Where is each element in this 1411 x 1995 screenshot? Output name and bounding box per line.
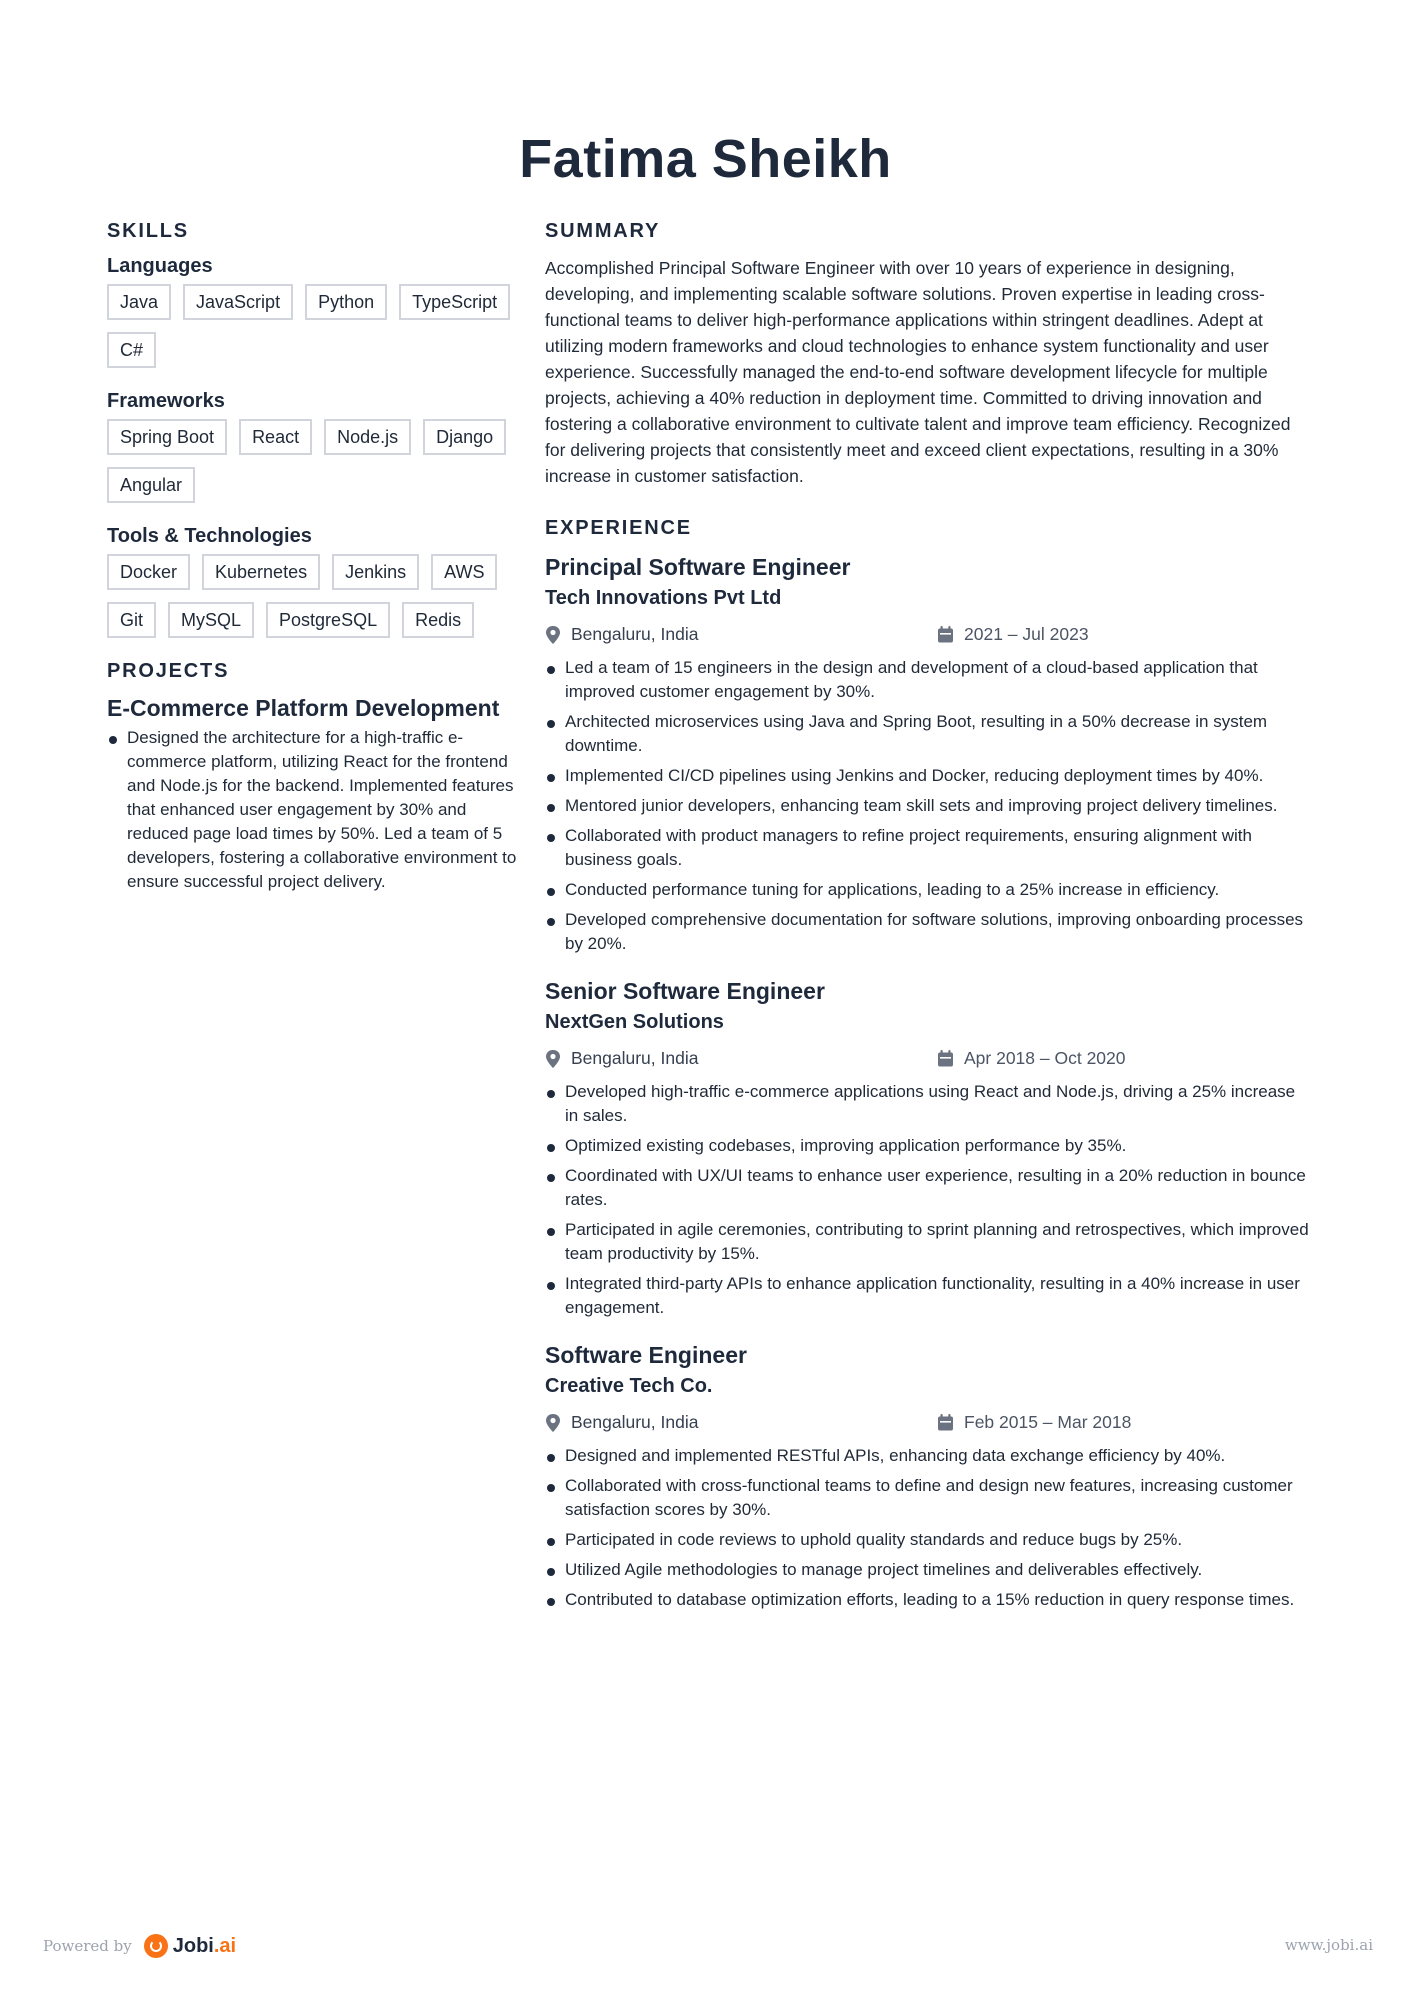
calendar-icon xyxy=(937,626,954,643)
job-bullet-item: Conducted performance tuning for applications, leading to a 25% increase in efficiency. xyxy=(545,878,1310,902)
job-location xyxy=(545,1412,698,1433)
job-meta xyxy=(545,620,1310,650)
location-pin-icon xyxy=(545,1050,561,1068)
job-bullet-item: Mentored junior developers, enhancing team skill sets and improving project delivery timelines. xyxy=(545,794,1310,818)
job-location-text: Bengaluru, India xyxy=(571,1412,699,1432)
job-bullets xyxy=(545,1444,1310,1612)
skills-groups xyxy=(107,255,517,638)
skill-tag: Angular xyxy=(107,467,195,503)
job-location-text: Bengaluru, India xyxy=(571,1048,699,1068)
location-pin-icon xyxy=(545,1414,561,1432)
experience-heading: EXPERIENCE xyxy=(545,517,692,539)
projects-list xyxy=(107,695,517,894)
job-bullet-item: Optimized existing codebases, improving application performance by 35%. xyxy=(545,1134,1310,1158)
powered-by-footer xyxy=(43,1934,236,1958)
skill-group-title: Tools & Technologies xyxy=(107,525,312,547)
left-column xyxy=(107,220,517,900)
right-column xyxy=(545,220,1310,1634)
skill-tag: MySQL xyxy=(168,602,254,638)
calendar-icon xyxy=(937,1414,954,1431)
job-company: Creative Tech Co. xyxy=(545,1375,713,1397)
job-bullet-item: Coordinated with UX/UI teams to enhance user experience, resulting in a 20% reduction in bounce rates. xyxy=(545,1164,1310,1212)
job-bullet-item: Led a team of 15 engineers in the design and development of a cloud-based application that improved customer engagement by 30%. xyxy=(545,656,1310,704)
skill-tag-list xyxy=(107,419,517,503)
job-bullet-item: Architected microservices using Java and Spring Boot, resulting in a 50% decrease in system downtime. xyxy=(545,710,1310,758)
job-bullet-item: Collaborated with product managers to refine project requirements, ensuring alignment with business goals. xyxy=(545,824,1310,872)
skill-tag: Redis xyxy=(402,602,474,638)
job-company: NextGen Solutions xyxy=(545,1011,724,1033)
skill-tag: JavaScript xyxy=(183,284,293,320)
skill-tag: AWS xyxy=(431,554,497,590)
job-entry xyxy=(545,1342,1310,1612)
job-title: Software Engineer xyxy=(545,1342,747,1368)
job-dates xyxy=(937,624,1089,645)
job-location xyxy=(545,1048,698,1069)
logo-suffix-text: .ai xyxy=(213,1934,237,1957)
job-bullet-item: Implemented CI/CD pipelines using Jenkins and Docker, reducing deployment times by 40%. xyxy=(545,764,1310,788)
skill-tag: Git xyxy=(107,602,156,638)
job-dates xyxy=(937,1048,1126,1069)
skill-tag: Spring Boot xyxy=(107,419,227,455)
job-location-text: Bengaluru, India xyxy=(571,624,699,644)
job-bullets xyxy=(545,656,1310,956)
job-bullet-item: Participated in agile ceremonies, contributing to sprint planning and retrospectives, which improved team productivity by 15%. xyxy=(545,1218,1310,1266)
jobi-logo-icon xyxy=(144,1934,168,1958)
job-title: Senior Software Engineer xyxy=(545,978,825,1004)
skill-tag: Docker xyxy=(107,554,190,590)
job-bullet-item: Developed high-traffic e-commerce applications using React and Node.js, driving a 25% increase in sales. xyxy=(545,1080,1310,1128)
job-bullet-item: Participated in code reviews to uphold quality standards and reduce bugs by 25%. xyxy=(545,1528,1310,1552)
job-location xyxy=(545,624,698,645)
skills-heading: SKILLS xyxy=(107,220,189,242)
powered-by-label: Powered by xyxy=(43,1937,132,1955)
footer-url[interactable]: www.jobi.ai xyxy=(1284,1936,1373,1954)
skill-tag: C# xyxy=(107,332,156,368)
job-dates-text: Apr 2018 – Oct 2020 xyxy=(964,1048,1126,1068)
calendar-icon xyxy=(937,1050,954,1067)
skill-tag: PostgreSQL xyxy=(266,602,390,638)
job-bullet-item: Integrated third-party APIs to enhance application functionality, resulting in a 40% increase in user engagement. xyxy=(545,1272,1310,1320)
job-dates-text: Feb 2015 – Mar 2018 xyxy=(964,1412,1132,1432)
job-title: Principal Software Engineer xyxy=(545,554,851,580)
job-company: Tech Innovations Pvt Ltd xyxy=(545,587,782,609)
job-bullet-item: Utilized Agile methodologies to manage project timelines and deliverables effectively. xyxy=(545,1558,1310,1582)
job-dates xyxy=(937,1412,1131,1433)
job-entry xyxy=(545,554,1310,956)
summary-text: Accomplished Principal Software Engineer with over 10 years of experience in designing, developing, and implementing scalable software solutions. Proven expertise in leading cross-functional teams to deliver high-performance applications within stringent deadlines. Adept at utilizing modern frameworks and cloud technologies to enhance system functionality and user experience. Successfully managed the end-to-end software development lifecycle for multiple projects, achieving a 40% reduction in deployment time. Committed to driving innovation and fostering a collaborative environment to cultivate talent and improve team efficiency. Recognized for delivering projects that consistently meet and exceed client expectations, resulting in a 30% increase in customer satisfaction. xyxy=(545,258,1291,486)
job-bullet-item: Collaborated with cross-functional teams to define and design new features, increasing customer satisfaction scores by 30%. xyxy=(545,1474,1310,1522)
skill-group-title: Languages xyxy=(107,255,213,277)
experience-list xyxy=(545,554,1310,1612)
skill-tag: Kubernetes xyxy=(202,554,320,590)
project-bullets xyxy=(107,726,517,894)
skill-tag-list xyxy=(107,284,517,368)
job-bullets xyxy=(545,1080,1310,1320)
candidate-name: Fatima Sheikh xyxy=(519,129,892,189)
project-title: E-Commerce Platform Development xyxy=(107,695,500,721)
skill-tag: React xyxy=(239,419,312,455)
project-bullet-item: Designed the architecture for a high-traffic e-commerce platform, utilizing React for the frontend and Node.js for the backend. Implemented features that enhanced user engagement by 30% and reduced page load times by 50%. Led a team of 5 developers, fostering a collaborative environment to ensure successful project delivery. xyxy=(107,726,517,894)
logo-main-text: Jobi xyxy=(172,1934,214,1957)
job-entry xyxy=(545,978,1310,1320)
skill-tag: Node.js xyxy=(324,419,411,455)
projects-heading: PROJECTS xyxy=(107,660,230,682)
job-meta xyxy=(545,1408,1310,1438)
skill-tag: Jenkins xyxy=(332,554,419,590)
job-bullet-item: Designed and implemented RESTful APIs, enhancing data exchange efficiency by 40%. xyxy=(545,1444,1310,1468)
location-pin-icon xyxy=(545,626,561,644)
skill-tag-list xyxy=(107,554,517,638)
job-bullet-item: Contributed to database optimization efforts, leading to a 15% reduction in query response times. xyxy=(545,1588,1310,1612)
jobi-logo[interactable] xyxy=(144,1934,236,1958)
skill-group-title: Frameworks xyxy=(107,390,225,412)
job-dates-text: 2021 – Jul 2023 xyxy=(964,624,1089,644)
skill-tag: Python xyxy=(305,284,387,320)
summary-heading: SUMMARY xyxy=(545,220,661,242)
skill-tag: Java xyxy=(107,284,171,320)
skill-tag: Django xyxy=(423,419,506,455)
job-bullet-item: Developed comprehensive documentation for software solutions, improving onboarding processes by 20%. xyxy=(545,908,1310,956)
skill-tag: TypeScript xyxy=(399,284,510,320)
job-meta xyxy=(545,1044,1310,1074)
